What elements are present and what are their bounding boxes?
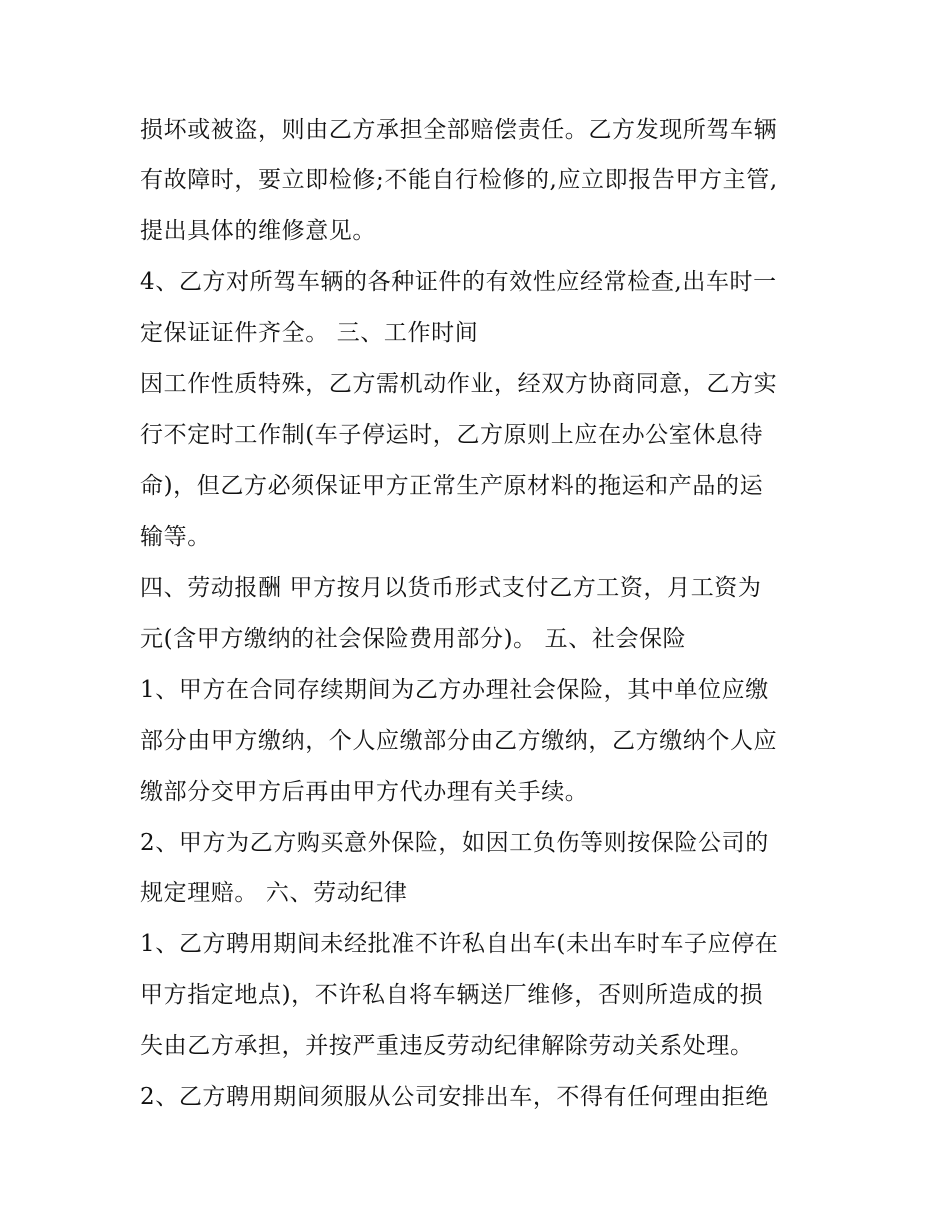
text-line: 命)，但乙方必须保证甲方正常生产原材料的拖运和产品的运 <box>140 473 764 499</box>
text-line: 缴部分交甲方后再由甲方代办理有关手续。 <box>140 779 589 805</box>
text-line: 失由乙方承担，并按严重违反劳动纪律解除劳动关系处理。 <box>140 1033 754 1059</box>
text-line: 提出具体的维修意见。 <box>140 218 376 244</box>
text-line: 元(含甲方缴纳的社会保险费用部分)。 五、社会保险 <box>140 626 687 652</box>
text-line: 有故障时，要立即检修;不能自行检修的,应立即报告甲方主管, <box>140 167 778 193</box>
text-line: 1、乙方聘用期间未经批准不许私自出车(未出车时车子应停在 <box>140 931 779 957</box>
text-line: 4、乙方对所驾车辆的各种证件的有效性应经常检查,出车时一 <box>140 269 777 295</box>
text-line: 2、甲方为乙方购买意外保险，如因工负伤等则按保险公司的 <box>140 830 769 856</box>
text-line: 部分由甲方缴纳，个人应缴部分由乙方缴纳，乙方缴纳个人应 <box>140 728 778 754</box>
text-line: 定保证证件齐全。 三、工作时间 <box>140 320 479 346</box>
text-line: 四、劳动报酬 甲方按月以货币形式支付乙方工资，月工资为 <box>140 575 762 601</box>
text-line: 2、乙方聘用期间须服从公司安排出车，不得有任何理由拒绝 <box>140 1084 769 1110</box>
text-line: 1、甲方在合同存续期间为乙方办理社会保险，其中单位应缴 <box>140 677 769 703</box>
text-line: 损坏或被盗，则由乙方承担全部赔偿责任。乙方发现所驾车辆 <box>140 117 778 143</box>
text-line: 因工作性质特殊，乙方需机动作业，经双方协商同意，乙方实 <box>140 371 778 397</box>
text-line: 行不定时工作制(车子停运时，乙方原则上应在办公室休息待 <box>140 422 764 448</box>
text-line: 甲方指定地点)，不许私自将车辆送厂维修，否则所造成的损 <box>140 982 764 1008</box>
text-line: 规定理赔。 六、劳动纪律 <box>140 880 408 906</box>
text-line: 输等。 <box>140 524 211 550</box>
